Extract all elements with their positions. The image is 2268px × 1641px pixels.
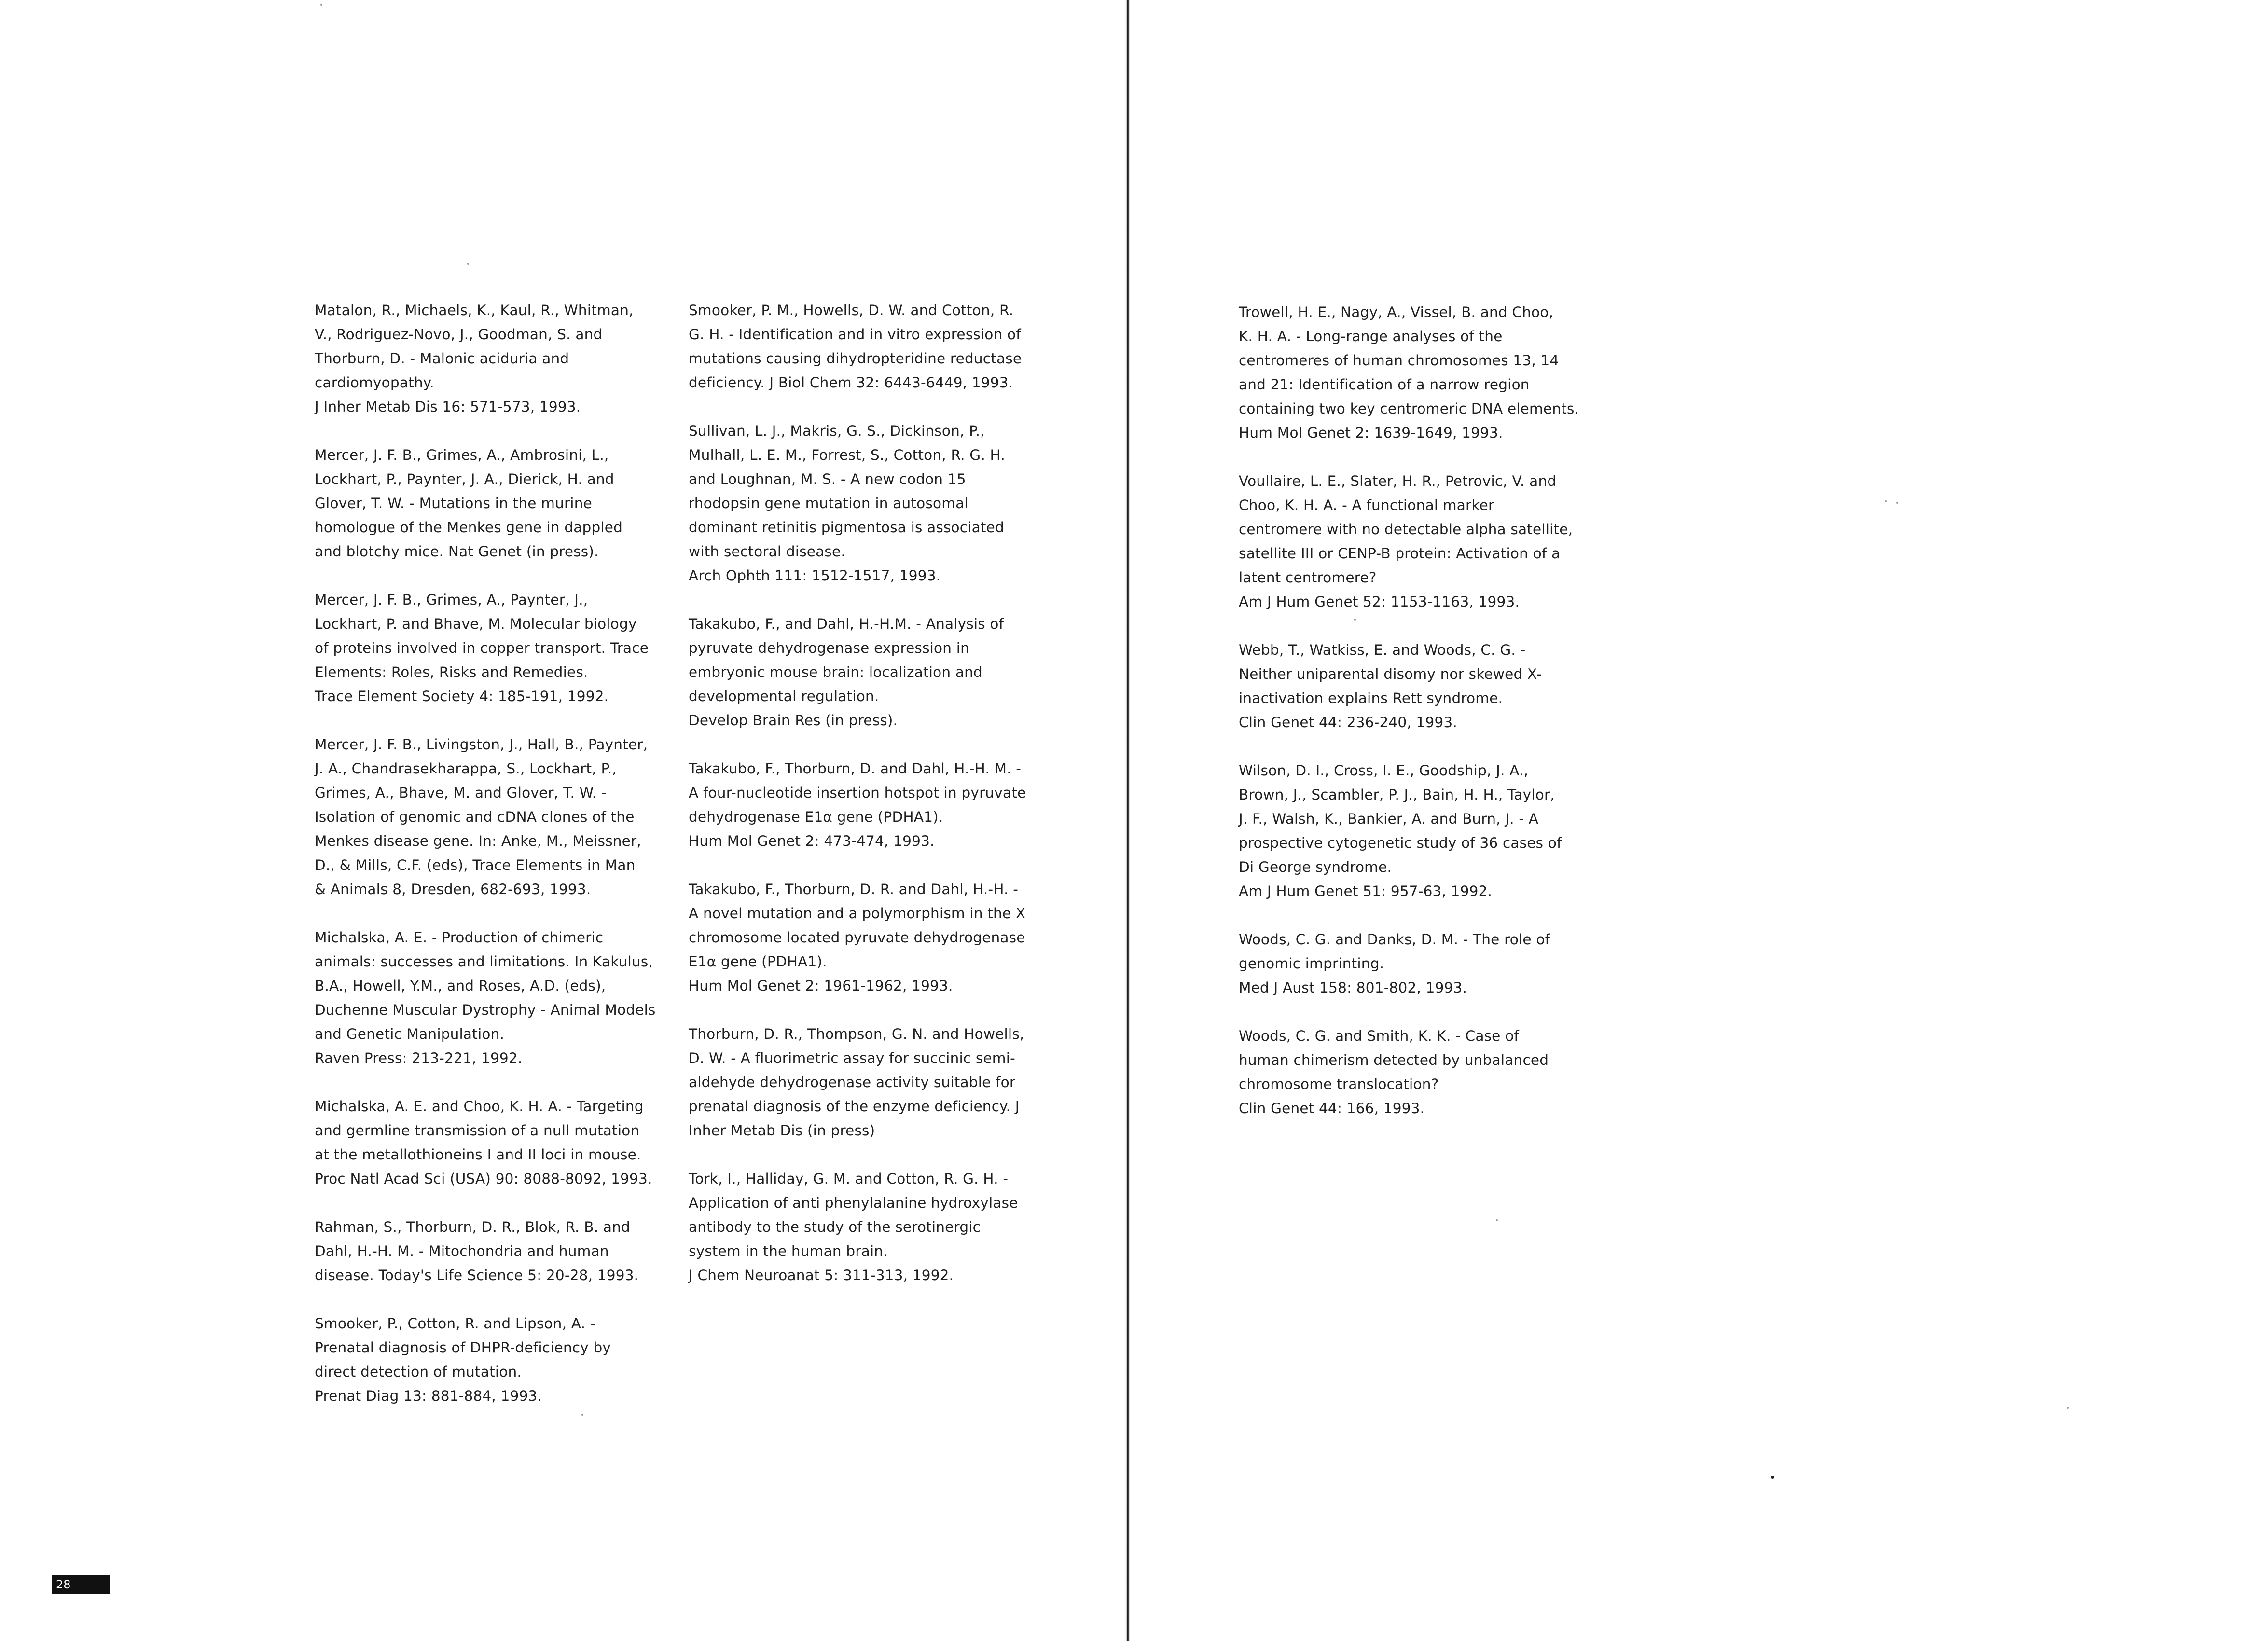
reference-entry: Webb, T., Watkiss, E. and Woods, C. G. - Neither uniparental disomy nor skewed X- inactivation explains Rett syndrome. Clin Genet 44: 236-240, 1993.	[1239, 642, 1542, 731]
reference-entry: Michalska, A. E. - Production of chimeric animals: successes and limitations. In Kakulus, B.A., Howell, Y.M., and Roses, A.D. (eds), Duchenne Muscular Dystrophy - Animal Models and Genetic Manipulation. Raven Press: 213-221, 1992.	[315, 929, 656, 1066]
scan-speck	[1771, 1476, 1774, 1479]
scan-speck	[1354, 619, 1356, 621]
scan-speck	[581, 1414, 583, 1416]
scan-speck	[1496, 1219, 1498, 1221]
reference-entry: Michalska, A. E. and Choo, K. H. A. - Targeting and germline transmission of a null mutation at the metallothioneins I and II loci in mouse. Proc Natl Acad Sci (USA) 90: 8088-8092, 1993.	[315, 1098, 652, 1187]
reference-entry: Voullaire, L. E., Slater, H. R., Petrovic, V. and Choo, K. H. A. - A functional marker centromere with no detectable alpha satellite, satellite III or CENP-B protein: Activation of a latent centromere? Am J Hum Genet 52: 1153-1163, 1993.	[1239, 473, 1573, 610]
reference-column-left-2	[689, 298, 1055, 1311]
reference-column-right-1	[1239, 300, 1605, 1145]
reference-entry: Smooker, P. M., Howells, D. W. and Cotton, R. G. H. - Identification and in vitro expression of mutations causing dihydropteridine reductase deficiency. J Biol Chem 32: 6443-6449, 1993.	[689, 302, 1022, 391]
page-number-left: 28	[52, 1575, 110, 1594]
book-spine-gutter	[1125, 0, 1130, 1641]
reference-entry: Woods, C. G. and Danks, D. M. - The role of genomic imprinting. Med J Aust 158: 801-802, 1993.	[1239, 931, 1550, 996]
left-page	[0, 0, 1128, 1641]
reference-entry: Mercer, J. F. B., Grimes, A., Paynter, J., Lockhart, P. and Bhave, M. Molecular biology of proteins involved in copper transport. Trace Elements: Roles, Risks and Remedies. Trace Element Society 4: 185-191, 1992.	[315, 592, 649, 704]
scan-speck	[320, 4, 322, 6]
reference-entry: Thorburn, D. R., Thompson, G. N. and Howells, D. W. - A fluorimetric assay for succinic semi- aldehyde dehydrogenase activity suitable for prenatal diagnosis of the enzyme deficiency. J Inher Metab Dis (in press)	[689, 1026, 1024, 1139]
scan-speck	[2067, 1407, 2069, 1409]
reference-entry: Smooker, P., Cotton, R. and Lipson, A. - Prenatal diagnosis of DHPR-deficiency by direct detection of mutation. Prenat Diag 13: 881-884, 1993.	[315, 1315, 611, 1404]
reference-entry: Mercer, J. F. B., Grimes, A., Ambrosini, L., Lockhart, P., Paynter, J. A., Dierick, H. and Glover, T. W. - Mutations in the murine homologue of the Menkes gene in dappled and blotchy mice. Nat Genet (in press).	[315, 447, 623, 560]
reference-entry: Takakubo, F., Thorburn, D. and Dahl, H.-H. M. - A four-nucleotide insertion hotspot in pyruvate dehydrogenase E1α gene (PDHA1). Hum Mol Genet 2: 473-474, 1993.	[689, 760, 1026, 849]
reference-column-left-1	[315, 298, 681, 1432]
reference-entry: Wilson, D. I., Cross, I. E., Goodship, J. A., Brown, J., Scambler, P. J., Bain, H. H., Taylor, J. F., Walsh, K., Bankier, A. and Burn, J. - A prospective cytogenetic study of 36 cases of Di George syndrome. Am J Hum Genet 51: 957-63, 1992.	[1239, 762, 1562, 899]
reference-entry: Takakubo, F., Thorburn, D. R. and Dahl, H.-H. - A novel mutation and a polymorphism in the X chromosome located pyruvate dehydrogenase E1α gene (PDHA1). Hum Mol Genet 2: 1961-1962, 1993.	[689, 881, 1026, 994]
reference-entry: Mercer, J. F. B., Livingston, J., Hall, B., Paynter, J. A., Chandrasekharappa, S., Lockhart, P., Grimes, A., Bhave, M. and Glover, T. W. - Isolation of genomic and cDNA clones of the Menkes disease gene. In: Anke, M., Meissner, D., & Mills, C.F. (eds), Trace Elements in Man & Animals 8, Dresden, 682-693, 1993.	[315, 736, 648, 897]
scan-speck	[467, 263, 469, 265]
scan-speck	[1896, 502, 1898, 504]
reference-entry: Rahman, S., Thorburn, D. R., Blok, R. B. and Dahl, H.-H. M. - Mitochondria and human disease. Today's Life Science 5: 20-28, 1993.	[315, 1219, 639, 1283]
scan-speck	[1885, 500, 1887, 502]
reference-entry: Takakubo, F., and Dahl, H.-H.M. - Analysis of pyruvate dehydrogenase expression in embryonic mouse brain: localization and developmental regulation. Develop Brain Res (in press).	[689, 616, 1004, 729]
reference-entry: Matalon, R., Michaels, K., Kaul, R., Whitman, V., Rodriguez-Novo, J., Goodman, S. and Thorburn, D. - Malonic aciduria and cardiomyopathy. J Inher Metab Dis 16: 571-573, 1993.	[315, 302, 634, 415]
reference-entry: Tork, I., Halliday, G. M. and Cotton, R. G. H. - Application of anti phenylalanine hydroxylase antibody to the study of the serotinergic system in the human brain. J Chem Neuroanat 5: 311-313, 1992.	[689, 1171, 1018, 1283]
reference-entry: Sullivan, L. J., Makris, G. S., Dickinson, P., Mulhall, L. E. M., Forrest, S., Cotton, R. G. H. and Loughnan, M. S. - A new codon 15 rhodopsin gene mutation in autosomal dominant retinitis pigmentosa is associated with sectoral disease. Arch Ophth 111: 1512-1517, 1993.	[689, 423, 1005, 584]
reference-entry: Trowell, H. E., Nagy, A., Vissel, B. and Choo, K. H. A. - Long-range analyses of the centromeres of human chromosomes 13, 14 and 21: Identification of a narrow region containing two key centromeric DNA elements. Hum Mol Genet 2: 1639-1649, 1993.	[1239, 304, 1579, 441]
reference-entry: Woods, C. G. and Smith, K. K. - Case of human chimerism detected by unbalanced chromosome translocation? Clin Genet 44: 166, 1993.	[1239, 1028, 1549, 1117]
